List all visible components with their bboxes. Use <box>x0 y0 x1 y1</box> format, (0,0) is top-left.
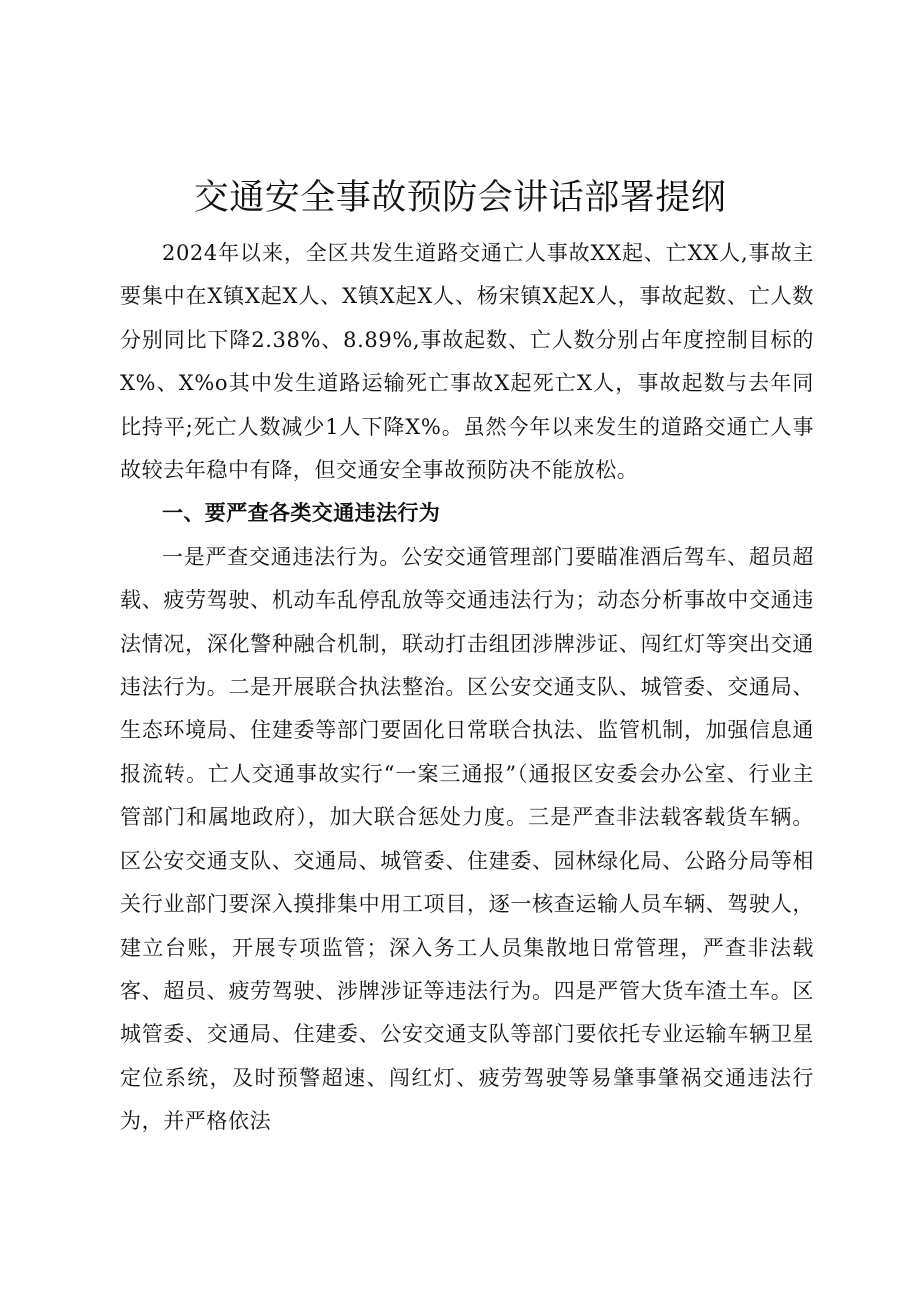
section-paragraph: 一是严查交通违法行为。公安交通管理部门要瞄准酒后驾车、超员超载、疲劳驾驶、机动车乱停乱放等交通违法行为；动态分析事故中交通违法情况，深化警种融合机制，联动打击组团涉牌涉证、闯红灯等突出交通违法行为。二是开展联合执法整治。区公安交通支队、城管委、交通局、生态环境局、住建委等部门要固化日常联合执法、监管机制，加强信息通报流转。亡人交通事故实行“一案三通报”（通报区安委会办公室、行业主管部门和属地政府），加大联合惩处力度。三是严查非法载客载货车辆。区公安交通支队、交通局、城管委、住建委、园林绿化局、公路分局等相关行业部门要深入摸排集中用工项目，逐一核查运输人员车辆、驾驶人，建立台账，开展专项监管；深入务工人员集散地日常管理，严查非法载客、超员、疲劳驾驶、涉牌涉证等违法行为。四是严管大货车渣土车。区城管委、交通局、住建委、公安交通支队等部门要依托专业运输车辆卫星定位系统，及时预警超速、闯红灯、疲劳驾驶等易肇事肇祸交通违法行为，并严格依法 <box>120 544 814 1134</box>
section-heading: 一、要严查各类交通违法行为 <box>162 501 441 526</box>
intro-paragraph: 2024年以来，全区共发生道路交通亡人事故XX起、亡XX人,事故主要集中在X镇X起X人、X镇X起X人、杨宋镇X起X人，事故起数、亡人数分别同比下降2.38%、8.89%,事故起数、亡人数分别占年度控制目标的X%、X%o其中发生道路运输死亡事故X起死亡X人，事故起数与去年同比持平;死亡人数减少1人下降X%。虽然今年以来发生的道路交通亡人事故较去年稳中有降，但交通安全事故预防决不能放松。 <box>120 241 814 483</box>
document-body <box>120 232 814 1144</box>
document-title: 交通安全事故预防会讲话部署提纲 <box>193 178 727 218</box>
